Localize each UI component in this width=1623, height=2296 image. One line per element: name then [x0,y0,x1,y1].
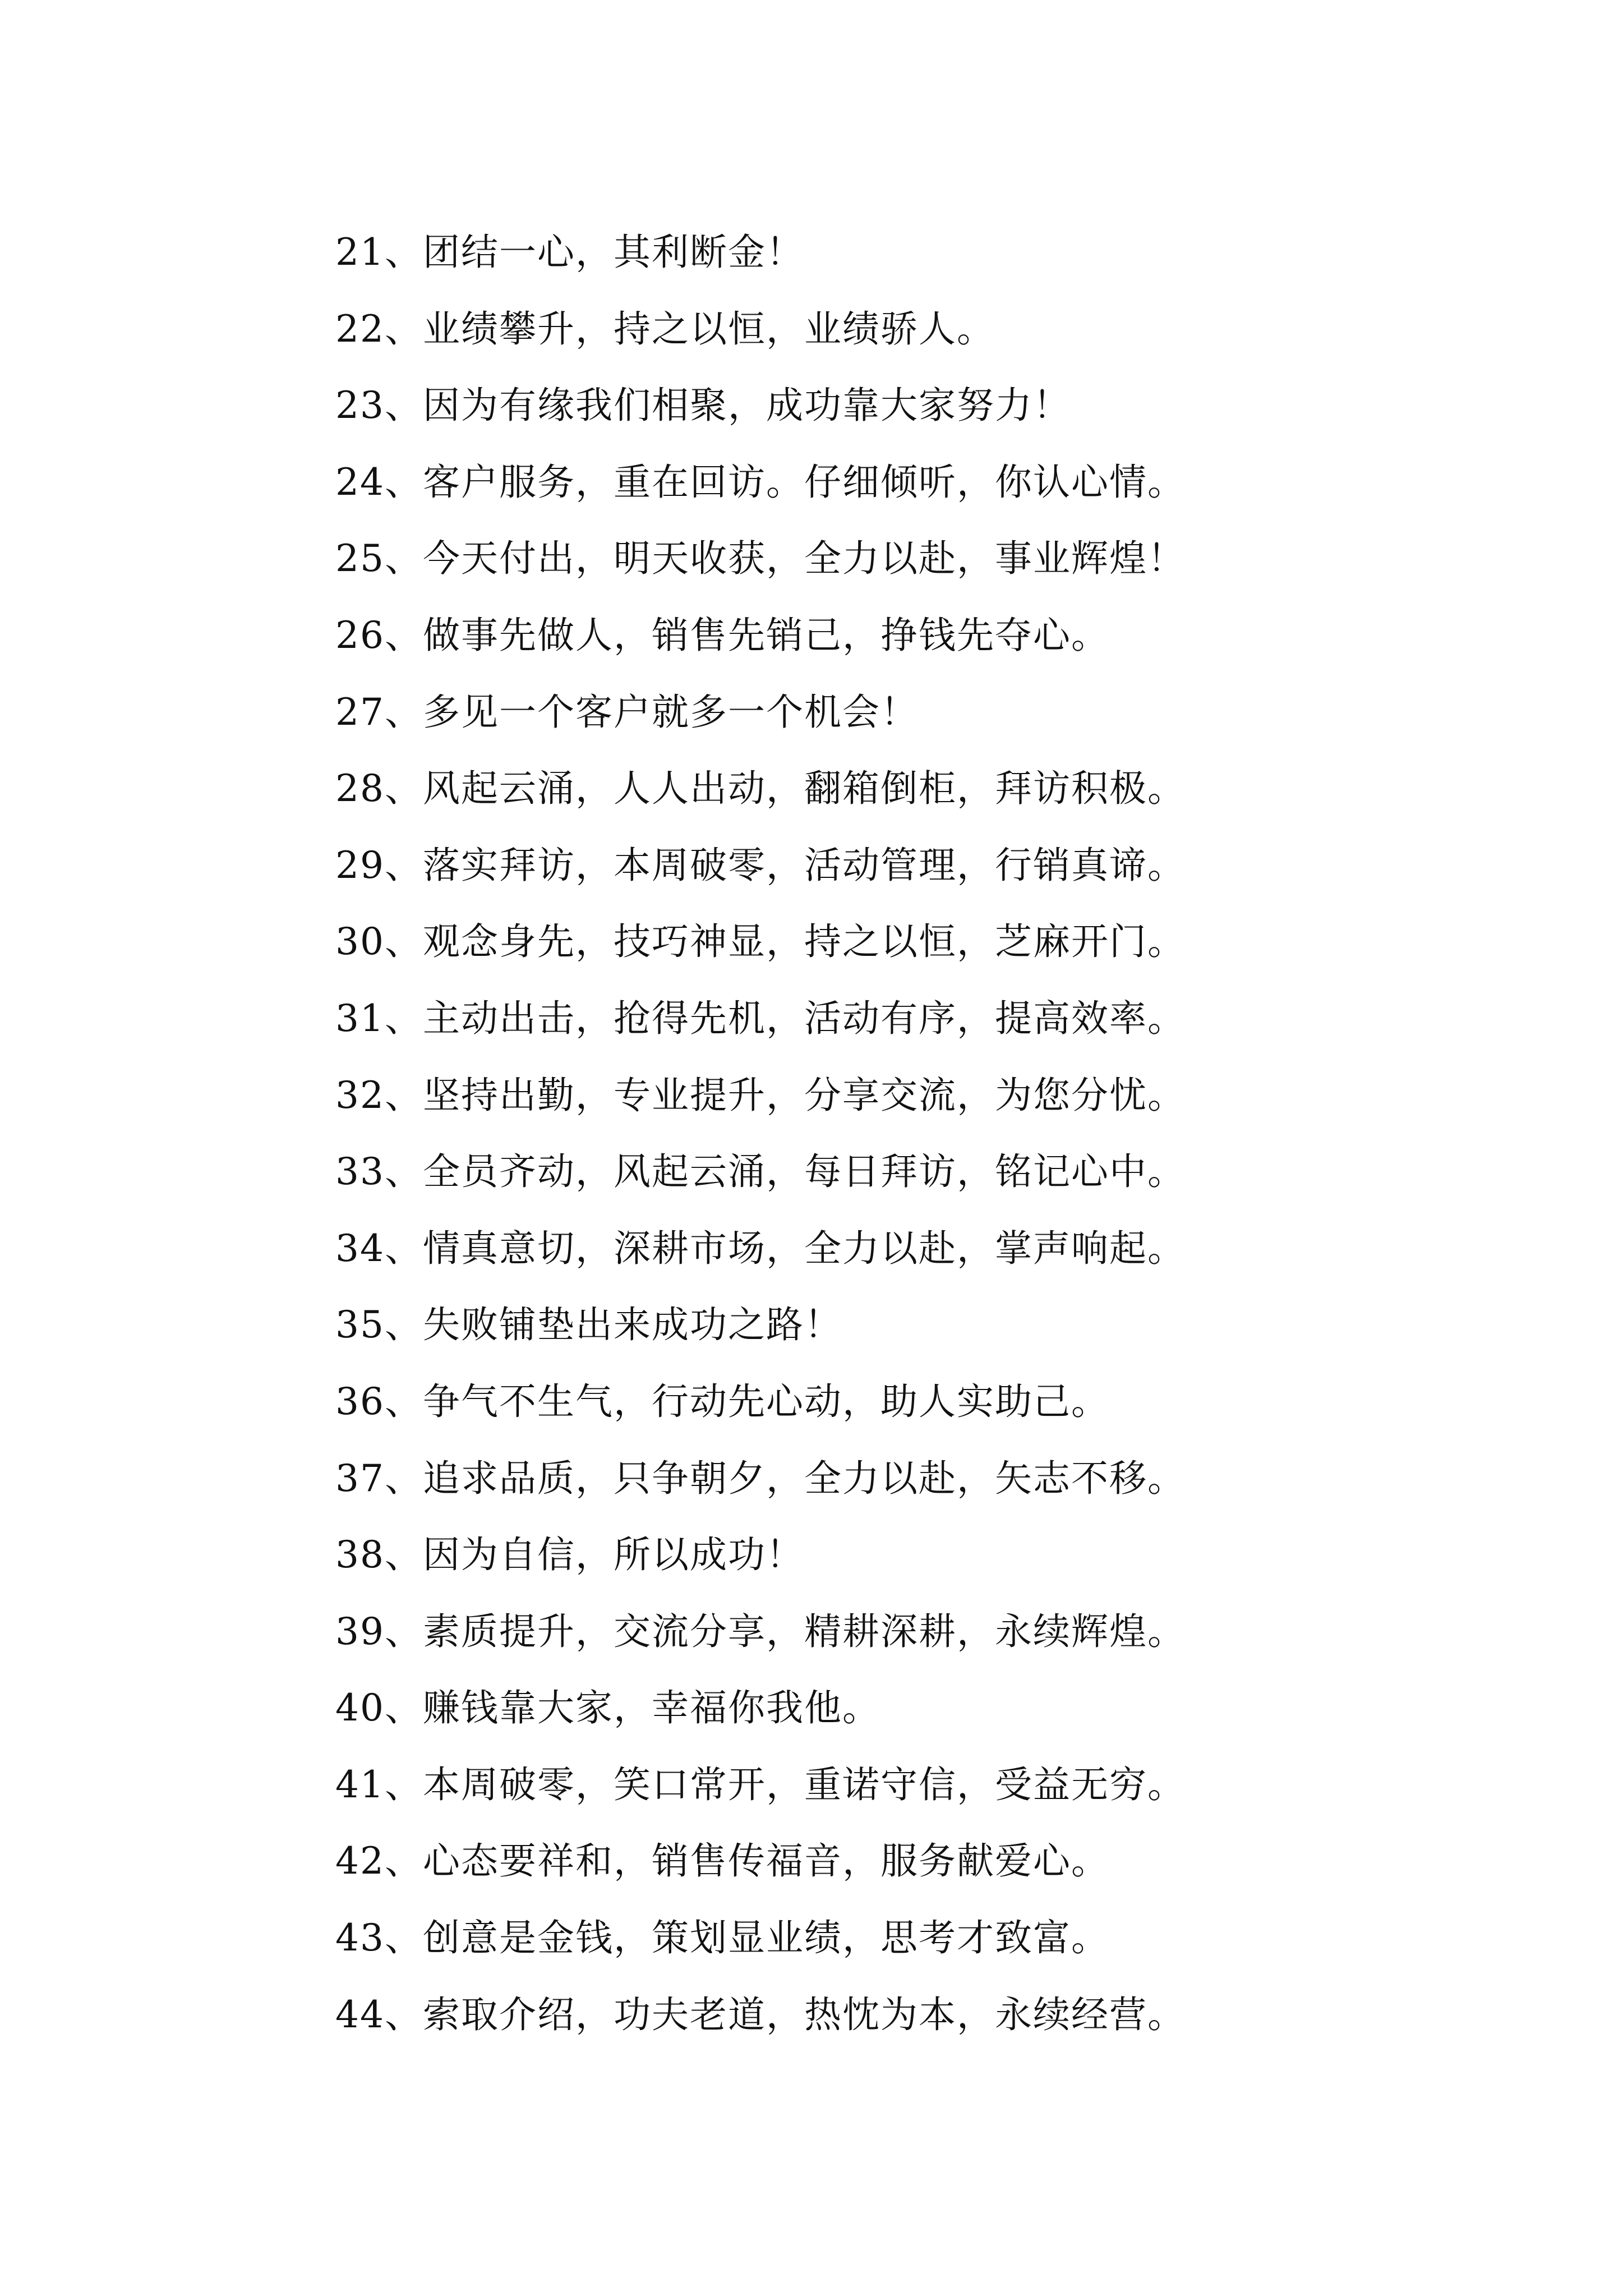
list-item: 24、客户服务，重在回访。仔细倾听，你认心情。 [335,460,1186,504]
list-item: 21、团结一心，其利断金！ [335,231,804,274]
list-item: 41、本周破零，笑口常开，重诺守信，受益无穷。 [335,1763,1186,1806]
list-item: 40、赚钱靠大家，幸福你我他。 [335,1686,880,1730]
list-item: 35、失败铺垫出来成功之路！ [335,1303,842,1347]
list-item: 43、创意是金钱，策划显业绩，思考才致富。 [335,1916,1109,1960]
list-item: 30、观念身先，技巧神显，持之以恒，芝麻开门。 [335,920,1186,964]
list-item: 31、主动出击，抢得先机，活动有序，提高效率。 [335,996,1186,1040]
list-item: 38、因为自信，所以成功！ [335,1533,804,1577]
list-item: 37、追求品质，只争朝夕，全力以赴，矢志不移。 [335,1456,1186,1500]
list-item: 33、全员齐动，风起云涌，每日拜访，铭记心中。 [335,1150,1186,1194]
list-item: 39、素质提升，交流分享，精耕深耕，永续辉煌。 [335,1609,1186,1653]
list-item: 26、做事先做人，销售先销己，挣钱先夺心。 [335,613,1109,657]
slogan-list [335,214,1513,2053]
list-item: 29、落实拜访，本周破零，活动管理，行销真谛。 [335,843,1186,887]
list-item: 22、业绩攀升，持之以恒，业绩骄人。 [335,307,995,351]
list-item: 27、多见一个客户就多一个机会！ [335,690,919,734]
list-item: 25、今天付出，明天收获，全力以赴，事业辉煌！ [335,537,1186,581]
list-item: 44、索取介绍，功夫老道，热忱为本，永续经营。 [335,1993,1186,2036]
list-item: 32、坚持出勤，专业提升，分享交流，为您分忧。 [335,1073,1186,1117]
list-item: 28、风起云涌，人人出动，翻箱倒柜，拜访积极。 [335,767,1186,811]
list-item: 23、因为有缘我们相聚，成功靠大家努力！ [335,384,1071,427]
list-item: 36、争气不生气，行动先心动，助人实助己。 [335,1379,1109,1423]
list-item: 42、心态要祥和，销售传福音，服务献爱心。 [335,1839,1109,1883]
list-item: 34、情真意切，深耕市场，全力以赴，掌声响起。 [335,1226,1186,1270]
